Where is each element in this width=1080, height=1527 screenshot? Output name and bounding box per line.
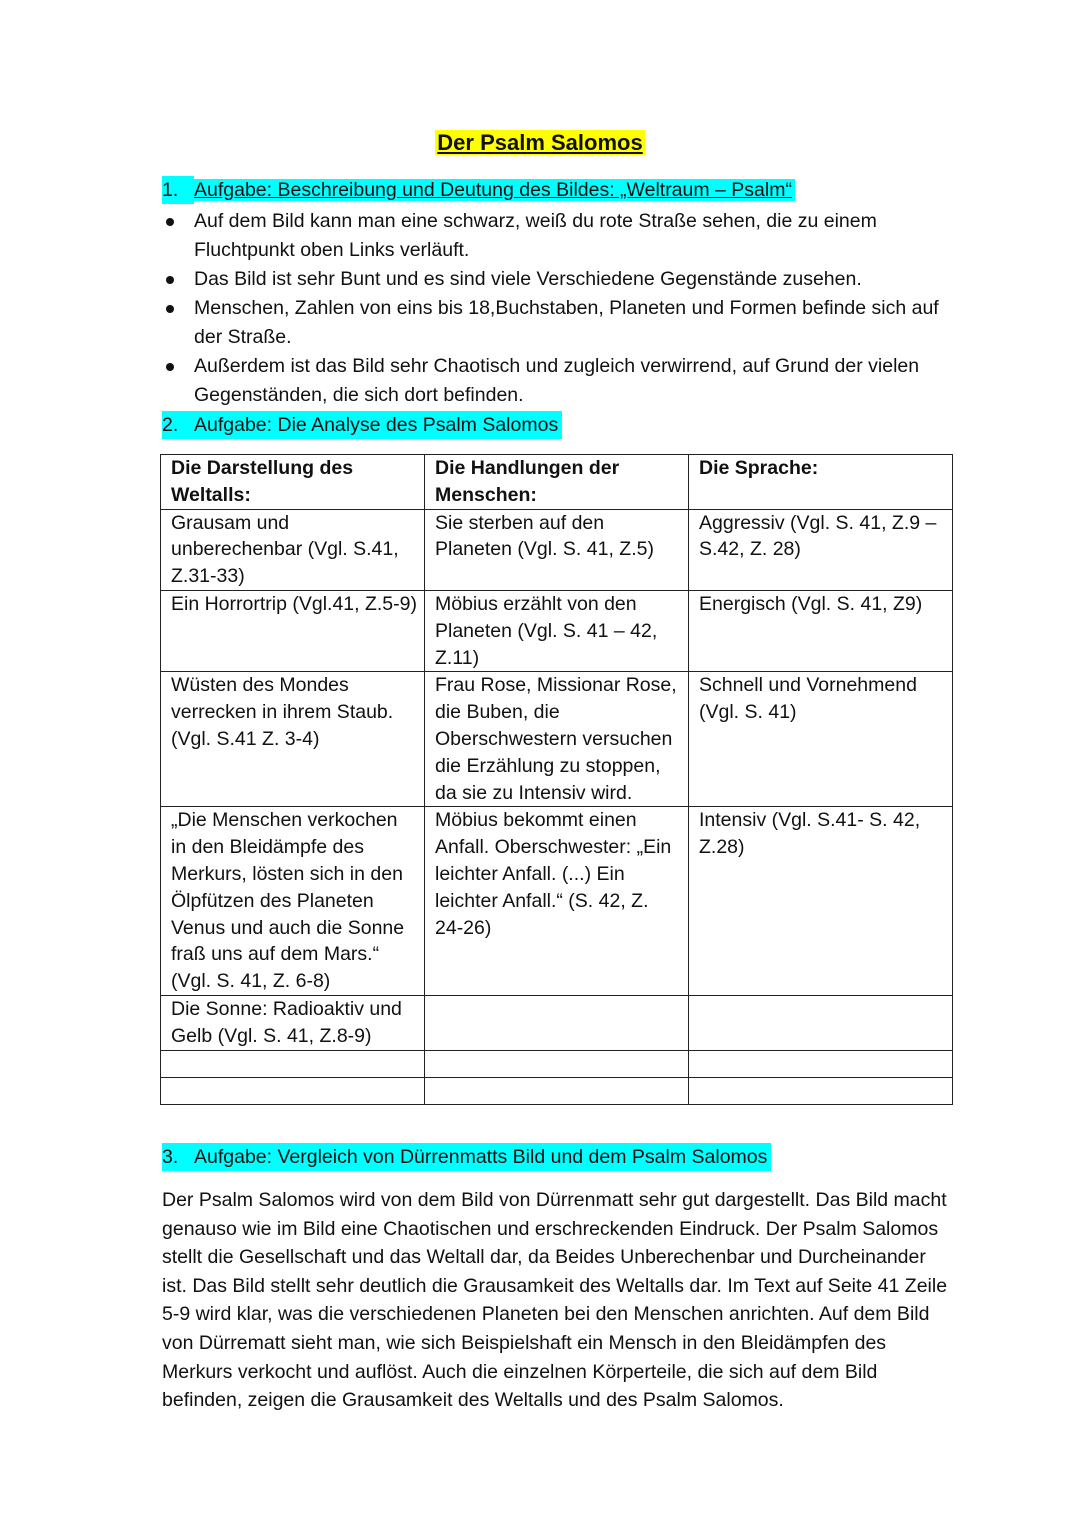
task3-number: 3. [162, 1146, 179, 1168]
list-item: Außerdem ist das Bild sehr Chaotisch und zugleich verwirrend, auf Grund der vielen Gegenständen, die sich dort befinden. [162, 352, 962, 410]
table-cell [425, 1050, 689, 1077]
table-cell [425, 995, 689, 1050]
table-cell: Möbius bekommt einen Anfall. Oberschwester: „Ein leichter Anfall. (...) Ein leichter Anfall.“ (S. 42, Z. 24-26) [425, 807, 689, 996]
task3-heading [162, 1143, 771, 1171]
page-title-text: Der Psalm Salomos [437, 130, 643, 155]
table-cell: Sie sterben auf den Planeten (Vgl. S. 41, Z.5) [425, 509, 689, 590]
table-cell: Wüsten des Mondes verrecken in ihrem Staub. (Vgl. S.41 Z. 3-4) [161, 672, 425, 807]
table-header-cell: Die Darstellung des Weltalls: [161, 455, 425, 510]
list-item: Auf dem Bild kann man eine schwarz, weiß du rote Straße sehen, die zu einem Fluchtpunkt oben Links verläuft. [162, 207, 962, 265]
task3-paragraph: Der Psalm Salomos wird von dem Bild von Dürrenmatt sehr gut dargestellt. Das Bild macht genauso wie im Bild eine Chaotischen und erschreckenden Eindruck. Der Psalm Salomos stellt die Gesellschaft und das Weltall dar, da Beides Unberechenbar und Durcheinander ist. Das Bild stellt sehr deutlich die Grausamkeit des Weltalls dar. Im Text auf Seite 41 Zeile 5-9 wird klar, was die verschiedenen Planeten bei den Menschen anrichten. Auf dem Bild von Dürrematt sieht man, wie sich Beispielshaft ein Mensch in den Bleidämpfen des Merkurs verkocht und auflöst. Auch die einzelnen Körperteile, die sich auf dem Bild befinden, zeigen die Grausamkeit des Weltalls und des Psalm Salomos. [162, 1189, 948, 1412]
table-cell [425, 1077, 689, 1104]
table-cell [161, 1050, 425, 1077]
table-cell [161, 1077, 425, 1104]
table-row [161, 1050, 953, 1077]
task1-heading [162, 176, 795, 204]
task2-number: 2. [162, 414, 179, 436]
table-cell: Frau Rose, Missionar Rose, die Buben, die Oberschwestern versuchen die Erzählung zu stoppen, da sie zu Intensiv wird. [425, 672, 689, 807]
table-row [161, 672, 953, 807]
table-header-cell: Die Sprache: [689, 455, 953, 510]
table-row [161, 509, 953, 590]
table-cell: Aggressiv (Vgl. S. 41, Z.9 – S.42, Z. 28) [689, 509, 953, 590]
table-cell [689, 1050, 953, 1077]
table-header-cell: Die Handlungen der Menschen: [425, 455, 689, 510]
table-cell [689, 995, 953, 1050]
table-row [161, 995, 953, 1050]
table-row [161, 1077, 953, 1104]
table-cell: Möbius erzählt von den Planeten (Vgl. S. 41 – 42, Z.11) [425, 590, 689, 671]
table-cell: Ein Horrortrip (Vgl.41, Z.5-9) [161, 590, 425, 671]
table-cell: „Die Menschen verkochen in den Bleidämpfe des Merkurs, lösten sich in den Ölpfützen des Planeten Venus und auch die Sonne fraß uns auf dem Mars.“ (Vgl. S. 41, Z. 6-8) [161, 807, 425, 996]
table-cell: Intensiv (Vgl. S.41- S. 42, Z.28) [689, 807, 953, 996]
task1-number: 1. [162, 176, 194, 204]
table-cell [689, 1077, 953, 1104]
analysis-table [160, 454, 953, 1105]
task1-bullet-list [162, 207, 962, 410]
task2-heading-text: Aufgabe: Die Analyse des Psalm Salomos [194, 414, 559, 436]
page-title [0, 128, 1080, 158]
list-item: Menschen, Zahlen von eins bis 18,Buchstaben, Planeten und Formen befinde sich auf der Straße. [162, 294, 962, 352]
table-cell: Schnell und Vornehmend (Vgl. S. 41) [689, 672, 953, 807]
task2-heading [162, 411, 562, 439]
table-row [161, 807, 953, 996]
task1-heading-text: Aufgabe: Beschreibung und Deutung des Bildes: „Weltraum – Psalm“ [194, 179, 795, 201]
table-header-row [161, 455, 953, 510]
table-row [161, 590, 953, 671]
task3-heading-text: Aufgabe: Vergleich von Dürrenmatts Bild und dem Psalm Salomos [194, 1146, 768, 1168]
table-cell: Die Sonne: Radioaktiv und Gelb (Vgl. S. 41, Z.8-9) [161, 995, 425, 1050]
list-item: Das Bild ist sehr Bunt und es sind viele Verschiedene Gegenstände zusehen. [162, 265, 962, 294]
table-cell: Grausam und unberechenbar (Vgl. S.41, Z.31-33) [161, 509, 425, 590]
table-cell: Energisch (Vgl. S. 41, Z9) [689, 590, 953, 671]
